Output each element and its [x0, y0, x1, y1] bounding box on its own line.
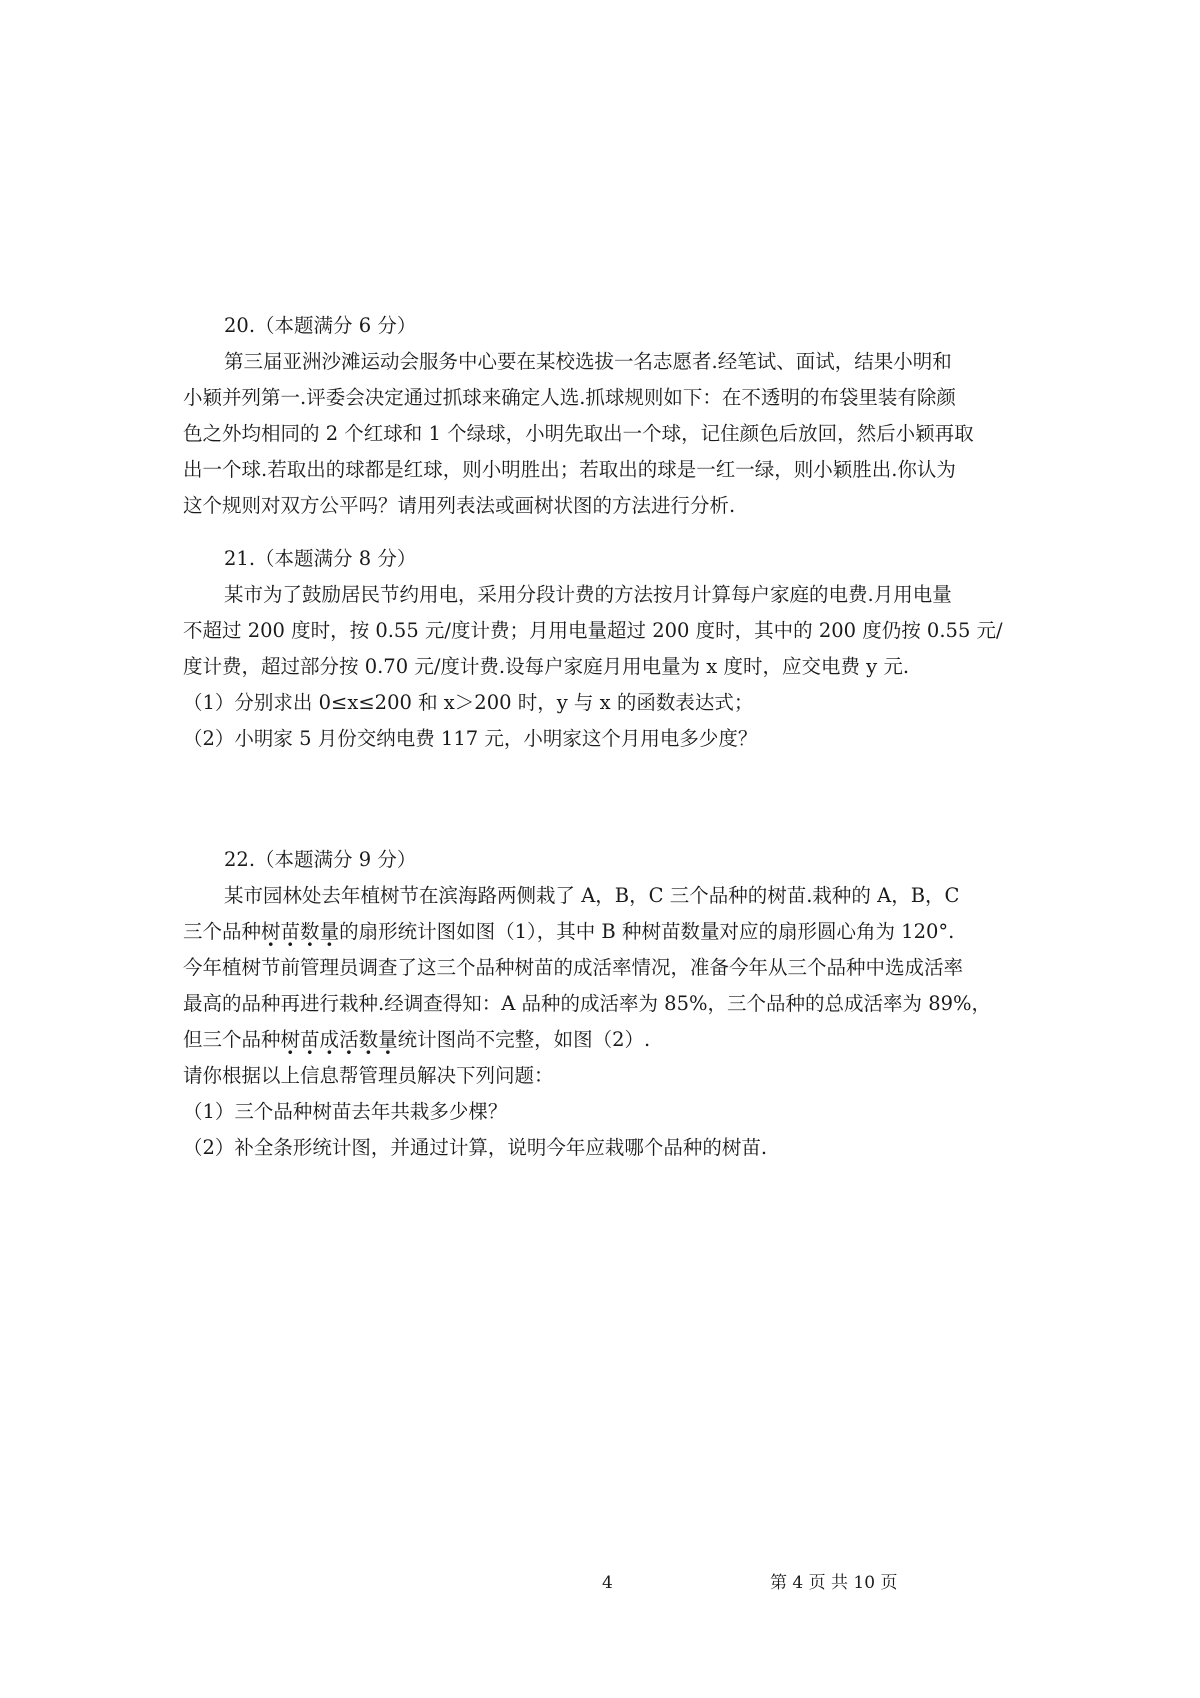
subquestion-2: （2）小明家 5 月份交纳电费 117 元，小明家这个月用电多少度？ — [183, 727, 758, 750]
question-20 — [183, 308, 1033, 524]
emphasis-char: 量 — [378, 1028, 398, 1051]
emphasis-char: 活 — [339, 1028, 359, 1051]
question-22 — [183, 842, 1033, 1166]
emphasis-char: 量 — [319, 920, 340, 943]
question-21 — [183, 541, 1033, 757]
question-text-line: 最高的品种再进行栽种.经调查得知：A 品种的成活率为 85%，三个品种的总成活率为 89%， — [183, 992, 992, 1015]
text-segment: 统计图尚不完整，如图（2）. — [397, 1028, 651, 1051]
page-number: 4 — [602, 1573, 613, 1593]
page-info: 第 4 页 共 10 页 — [770, 1573, 898, 1593]
question-text-line — [183, 1022, 1033, 1058]
subquestion-2: （2）补全条形统计图，并通过计算，说明今年应栽哪个品种的树苗. — [183, 1136, 768, 1159]
emphasis-char: 数 — [300, 920, 320, 943]
subquestion-1: （1）三个品种树苗去年共栽多少棵？ — [183, 1100, 508, 1123]
emphasis-char: 苗 — [280, 920, 301, 943]
question-header: 21.（本题满分 8 分） — [224, 547, 417, 570]
emphasis-char: 树 — [280, 1028, 301, 1051]
text-segment: 但三个品种 — [183, 1028, 281, 1051]
question-text-line: 这个规则对双方公平吗？请用列表法或画树状图的方法进行分析. — [183, 494, 736, 517]
text-segment: 三个品种 — [183, 920, 262, 943]
question-text-line: 度计费，超过部分按 0.70 元/度计费.设每户家庭月用电量为 x 度时，应交电费 y 元. — [183, 655, 910, 678]
question-text-line: 请你根据以上信息帮管理员解决下列问题： — [183, 1064, 554, 1087]
emphasis-char: 成 — [319, 1028, 340, 1051]
emphasis-char: 数 — [358, 1028, 379, 1051]
emphasis-char: 苗 — [300, 1028, 320, 1051]
question-text-line: 出一个球.若取出的球都是红球，则小明胜出；若取出的球是一红一绿，则小颖胜出.你认为 — [183, 458, 956, 481]
question-text-line: 不超过 200 度时，按 0.55 元/度计费；月用电量超过 200 度时，其中的 200 度仍按 0.55 元/ — [183, 619, 1003, 642]
question-text-line — [183, 914, 1033, 950]
question-header: 20.（本题满分 6 分） — [224, 314, 417, 337]
emphasis-char: 树 — [261, 920, 281, 943]
question-text-line: 小颖并列第一.评委会决定通过抓球来确定人选.抓球规则如下：在不透明的布袋里装有除颜 — [183, 386, 956, 409]
question-header: 22.（本题满分 9 分） — [224, 848, 417, 871]
text-segment: 的扇形统计图如图（1），其中 B 种树苗数量对应的扇形圆心角为 120°. — [339, 920, 955, 943]
question-text-line: 某市园林处去年植树节在滨海路两侧栽了 A，B，C 三个品种的树苗.栽种的 A，B，C — [224, 884, 960, 907]
question-text-line: 某市为了鼓励居民节约用电，采用分段计费的方法按月计算每户家庭的电费.月用电量 — [224, 583, 952, 606]
subquestion-1: （1）分别求出 0≤x≤200 和 x＞200 时，y 与 x 的函数表达式； — [183, 691, 754, 714]
question-text-line: 第三届亚洲沙滩运动会服务中心要在某校选拔一名志愿者.经笔试、面试，结果小明和 — [224, 350, 952, 373]
question-text-line: 色之外均相同的 2 个红球和 1 个绿球，小明先取出一个球，记住颜色后放回，然后小颖再取 — [183, 422, 974, 445]
question-text-line: 今年植树节前管理员调查了这三个品种树苗的成活率情况，准备今年从三个品种中选成活率 — [183, 956, 964, 979]
